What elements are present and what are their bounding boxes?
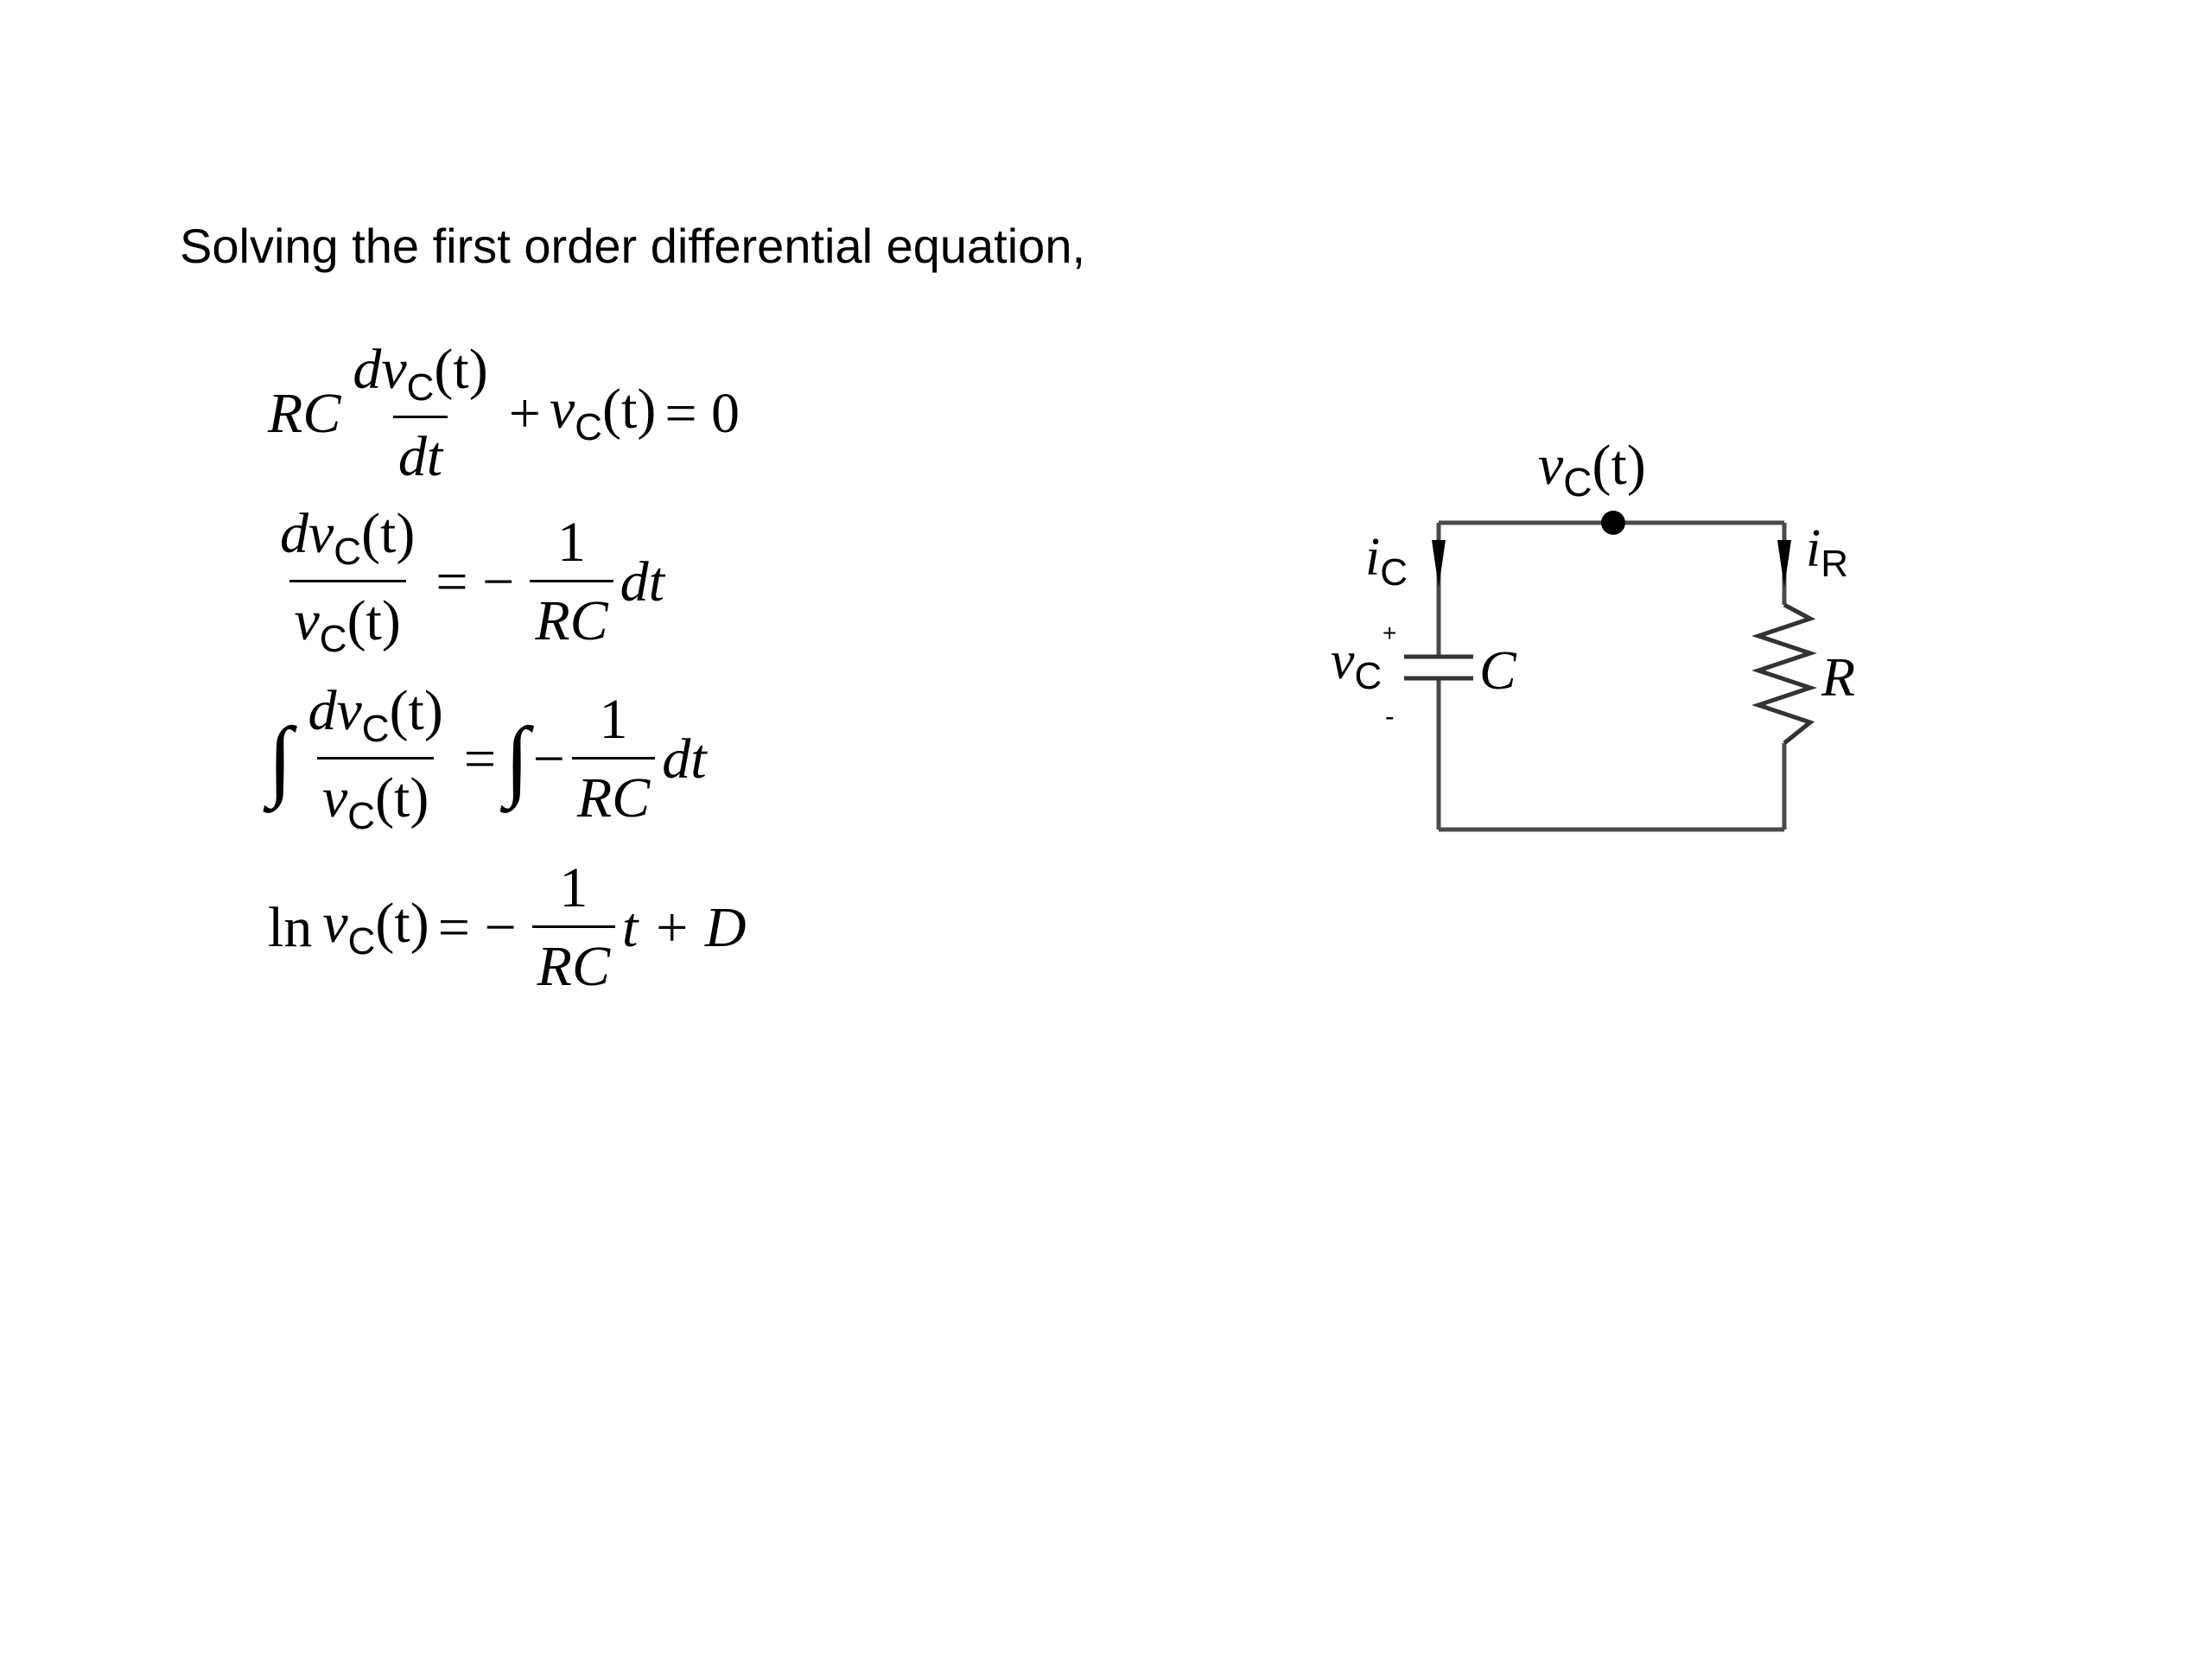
eq3-equals: = [463, 727, 497, 791]
ic-arrow-icon [1432, 540, 1446, 588]
eq3-left-numerator: $dv_C(t)$ [308, 679, 443, 750]
eq2-left-numerator: $dv_C(t)$ [280, 502, 416, 573]
eq2-right-numerator: 1 [557, 511, 586, 574]
eq3-left-denominator: $v_C(t)$ [317, 757, 434, 836]
eq4-tail: t + D [622, 895, 747, 959]
eq3-integral-right: ∫ [505, 709, 530, 809]
eq2-right-denominator: RC [530, 580, 613, 650]
eq4-ln: ln [268, 895, 313, 959]
eq4-equals: = − [437, 895, 517, 959]
eq2-equals: = − [435, 550, 515, 613]
eq2-dt: dt [620, 550, 665, 613]
capacitor-symbol [1404, 657, 1473, 678]
capacitor-voltage-label: vC [1331, 632, 1382, 697]
plus-sign: + [1382, 620, 1397, 646]
ic-label: iC [1365, 528, 1408, 594]
eq1-plus: + [508, 381, 541, 445]
minus-sign: - [1385, 701, 1395, 732]
eq3-minus: − [532, 727, 565, 791]
eq4-vc: $v_C(t)$ [322, 891, 429, 963]
eq3-integral-left: ∫ [268, 709, 293, 809]
eq1-denominator: dt [393, 416, 448, 486]
eq1-vc: $v_C(t)$ [549, 377, 657, 448]
ir-label: iR [1806, 519, 1849, 585]
eq2-left-denominator: $v_C(t)$ [289, 580, 406, 658]
resistor-symbol [1758, 605, 1810, 743]
intro-heading: Solving the first order differential equation, [180, 219, 1086, 273]
ir-arrow-icon [1777, 540, 1791, 588]
eq4-numerator: 1 [559, 856, 588, 919]
eq3-dt: dt [662, 727, 707, 791]
resistor-label: R [1821, 646, 1856, 708]
capacitor-label: C [1479, 639, 1516, 701]
node-voltage-label: $v_C(t)$ [1538, 434, 1646, 505]
eq3-right-denominator: RC [572, 757, 655, 827]
eq1-coefficient: RC [268, 381, 341, 445]
eq1-rhs: = 0 [664, 381, 741, 445]
node-dot [1601, 511, 1625, 535]
eq4-denominator: RC [532, 925, 615, 995]
eq3-right-numerator: 1 [599, 688, 628, 751]
eq1-numerator: $dv_C(t)$ [353, 338, 488, 409]
